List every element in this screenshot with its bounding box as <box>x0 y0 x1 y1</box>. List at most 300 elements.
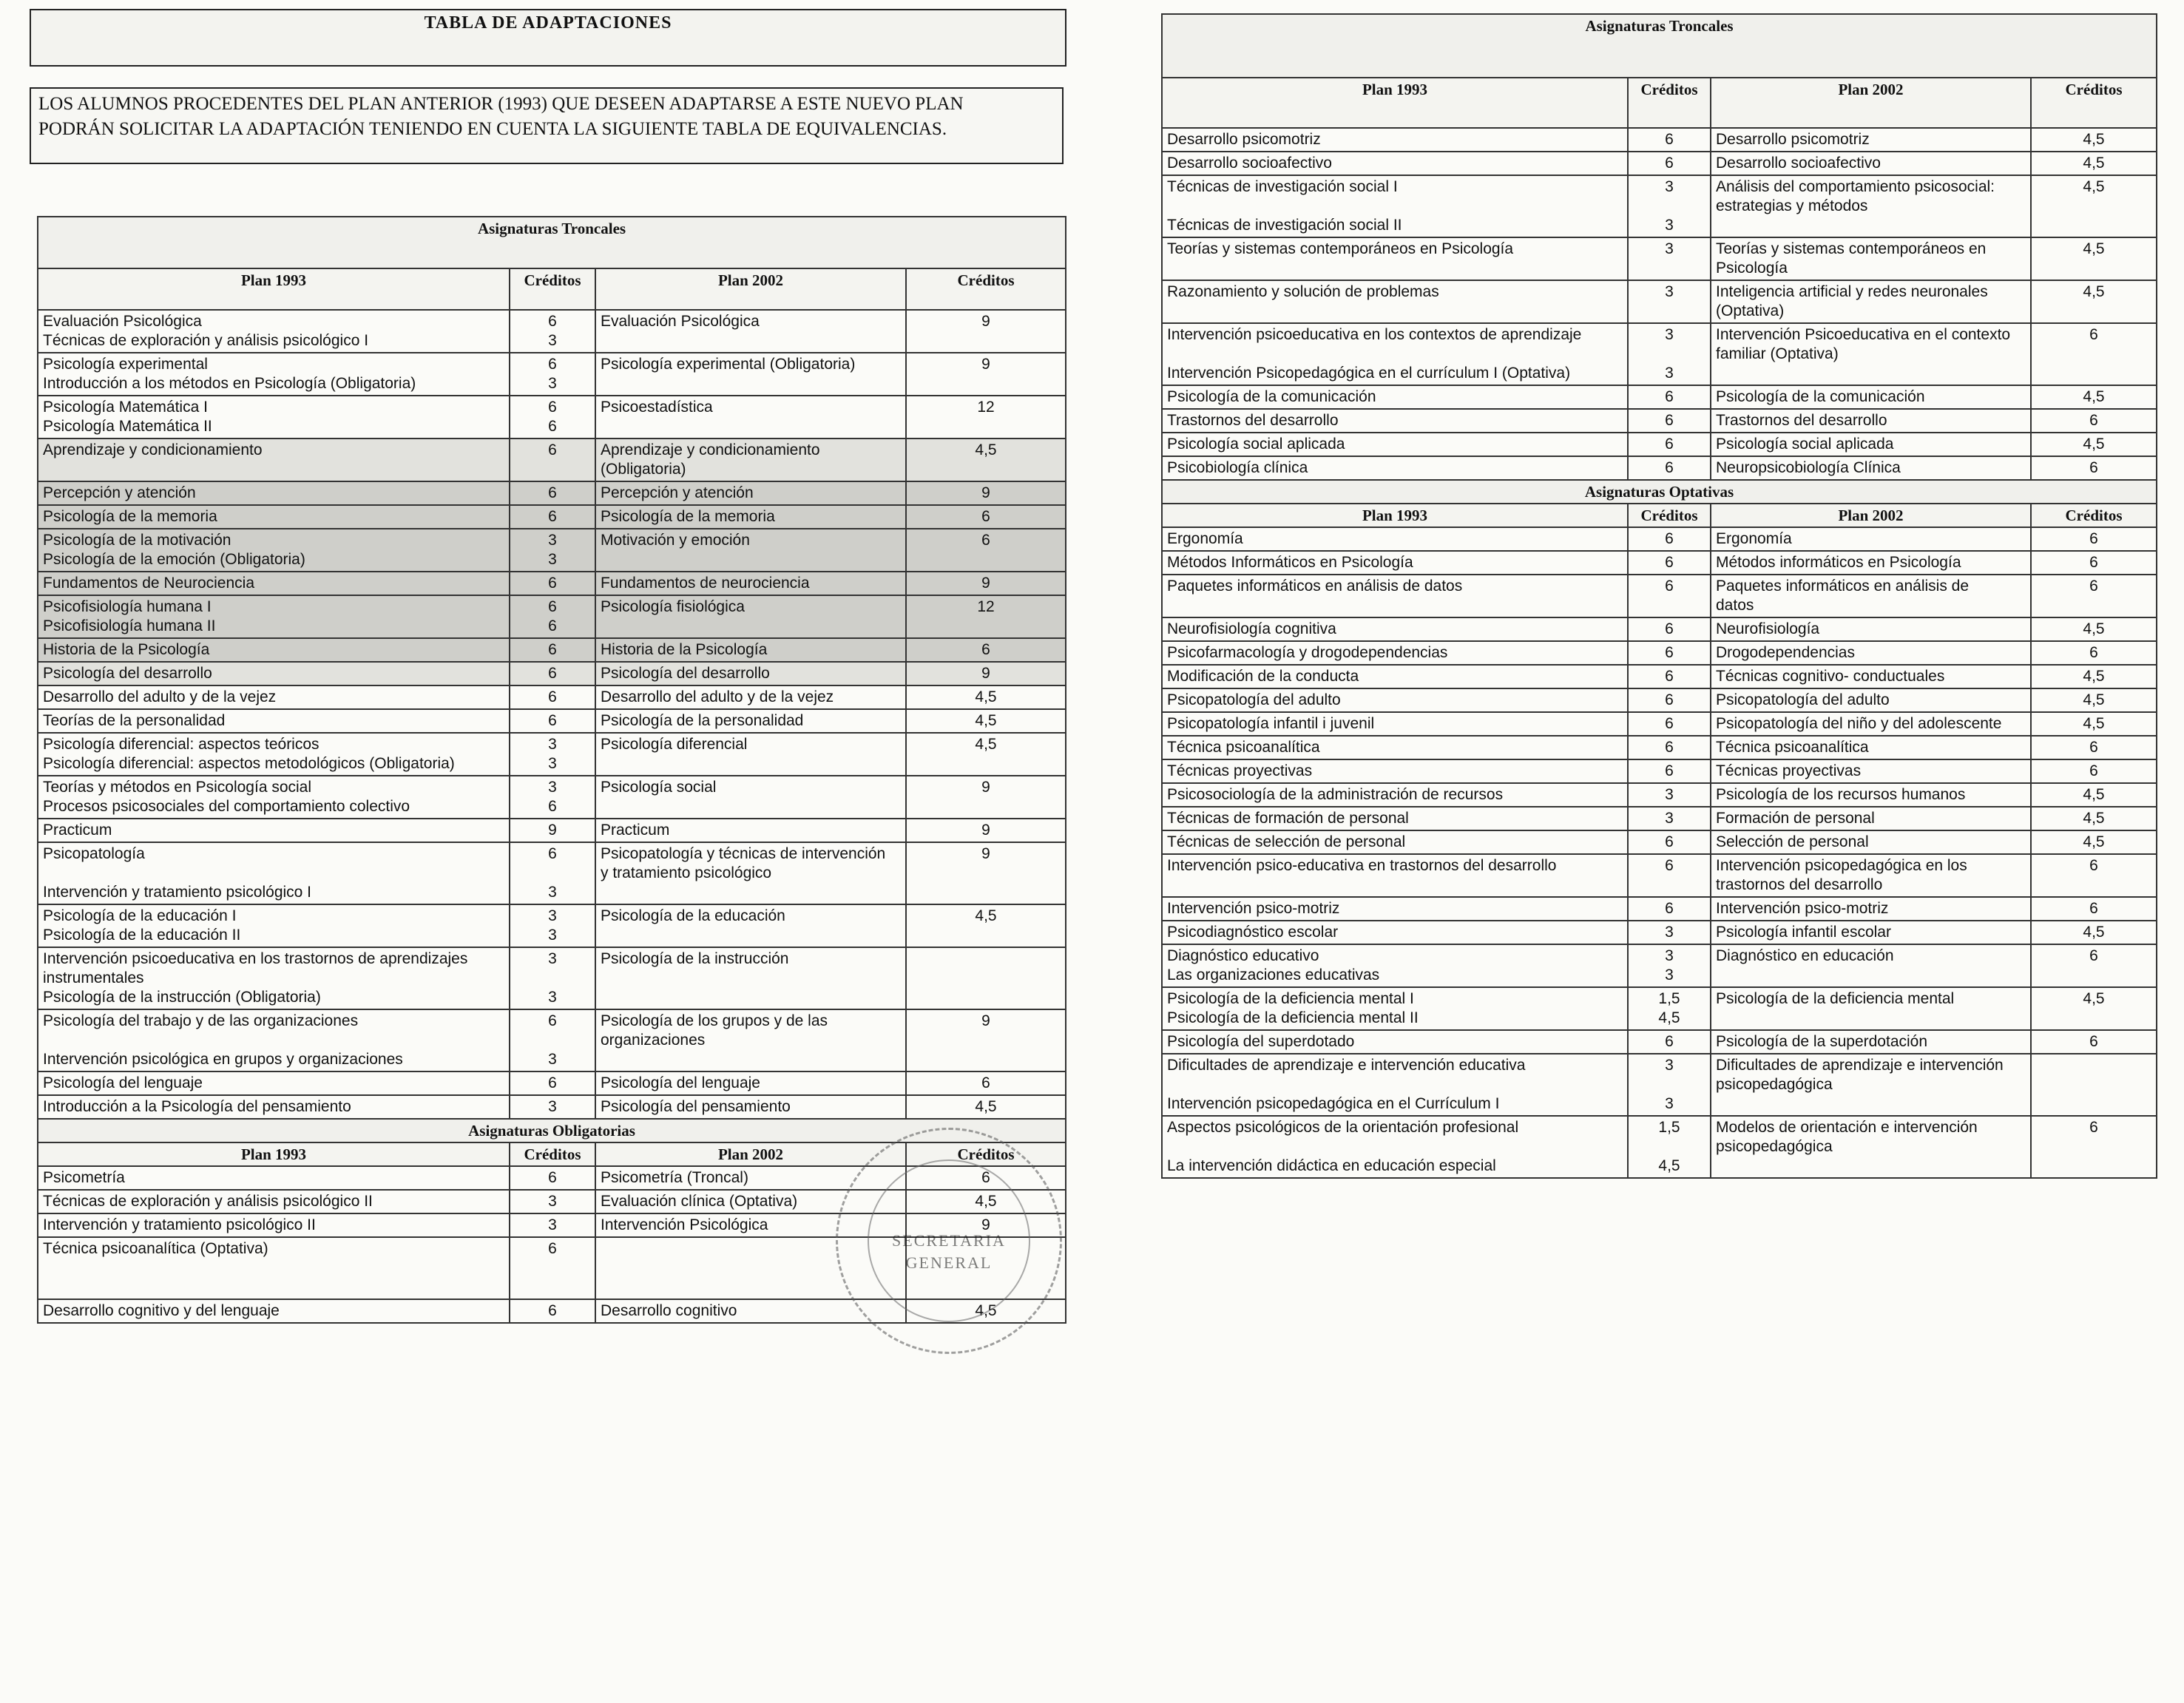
plan-2002-subject-line: Diagnóstico en educación <box>1716 947 1894 964</box>
plan-1993-credits <box>1628 433 1711 456</box>
plan-2002-subject <box>1711 617 2031 641</box>
plan-1993-subject <box>1162 807 1628 830</box>
plan-2002-credits: 4,5 <box>906 904 1066 947</box>
plan-2002-credits: 4,5 <box>906 1190 1066 1213</box>
plan-1993-subject <box>1162 409 1628 433</box>
plan-2002-subject <box>595 529 906 572</box>
plan-1993-credit-value: 3 <box>548 907 557 924</box>
plan-1993-credit-value: 3 <box>548 1098 557 1115</box>
plan-1993-subject-line: Teorías y sistemas contemporáneos en Psicología <box>1167 240 1514 257</box>
table-row <box>38 353 1066 396</box>
plan-2002-subject <box>595 505 906 529</box>
plan-1993-subject <box>1162 987 1628 1030</box>
plan-1993-subject <box>38 709 510 733</box>
plan-2002-subject-line: Modelos de orientación e intervención <box>1716 1119 1978 1136</box>
plan-2002-subject <box>1711 527 2031 551</box>
plan-2002-credits: 4,5 <box>906 709 1066 733</box>
plan-2002-subject-line: Fundamentos de neurociencia <box>601 575 810 592</box>
plan-2002-credits: 4,5 <box>906 685 1066 709</box>
plan-1993-credit-value: 3 <box>548 1216 557 1233</box>
plan-2002-subject <box>595 572 906 595</box>
plan-2002-subject <box>1711 456 2031 480</box>
plan-1993-credit-value: 6 <box>548 484 557 501</box>
plan-1993-subject <box>38 572 510 595</box>
plan-1993-subject <box>38 595 510 638</box>
plan-1993-credit-value: 6 <box>548 712 557 729</box>
stamp-line: GENERAL <box>905 1253 993 1272</box>
plan-2002-credits: 4,5 <box>2031 128 2157 152</box>
table-row <box>1162 385 2157 409</box>
plan-1993-credit-value: 3 <box>1665 1095 1674 1112</box>
plan-1993-subject-line: Modificación de la conducta <box>1167 668 1359 685</box>
plan-1993-subject-line: Evaluación Psicológica <box>43 313 202 330</box>
plan-1993-subject <box>1162 280 1628 323</box>
table-row <box>1162 175 2157 237</box>
plan-1993-subject-line: Teorías de la personalidad <box>43 712 226 729</box>
plan-2002-subject-line: Intervención psicopedagógica en los <box>1716 857 1967 874</box>
plan-2002-subject-line: Psicología social <box>601 779 717 796</box>
column-header-plan-1993: Plan 1993 <box>1162 504 1628 527</box>
plan-2002-subject <box>1711 575 2031 617</box>
plan-1993-credit-value: 6 <box>1665 715 1674 732</box>
plan-1993-subject-line: Psicopatología infantil i juvenil <box>1167 715 1375 732</box>
plan-1993-credits <box>1628 280 1711 323</box>
plan-1993-subject-line: Fundamentos de Neurociencia <box>43 575 255 592</box>
plan-2002-subject-line: (Obligatoria) <box>601 461 686 478</box>
plan-1993-credits <box>1628 409 1711 433</box>
plan-1993-credit-value: 6 <box>1665 857 1674 874</box>
plan-1993-subject-line: Psicología de la memoria <box>43 508 217 525</box>
plan-2002-credits: 4,5 <box>2031 987 2157 1030</box>
plan-2002-subject <box>595 904 906 947</box>
table-row <box>1162 237 2157 280</box>
plan-1993-subject-line: La intervención didáctica en educación especial <box>1167 1157 1496 1174</box>
plan-2002-credits: 9 <box>906 353 1066 396</box>
plan-2002-subject-line: Psicología del pensamiento <box>601 1098 791 1115</box>
plan-1993-subject-line <box>43 1259 504 1278</box>
plan-2002-subject <box>1711 1030 2031 1054</box>
plan-2002-subject <box>1711 152 2031 175</box>
plan-1993-subject <box>1162 830 1628 854</box>
plan-2002-credits: 6 <box>2031 409 2157 433</box>
plan-2002-credits: 4,5 <box>2031 617 2157 641</box>
plan-1993-subject <box>1162 1116 1628 1178</box>
plan-1993-credit-value: 6 <box>548 1240 557 1257</box>
plan-1993-subject <box>38 1071 510 1095</box>
plan-2002-subject <box>595 353 906 396</box>
table-row <box>38 819 1066 842</box>
table-row <box>1162 323 2157 385</box>
plan-2002-credits: 4,5 <box>2031 152 2157 175</box>
plan-1993-subject <box>1162 551 1628 575</box>
table-row <box>1162 641 2157 665</box>
plan-1993-credits <box>1628 736 1711 759</box>
plan-1993-credit-value: 3 <box>1665 365 1674 382</box>
plan-2002-credits: 4,5 <box>2031 280 2157 323</box>
plan-1993-subject <box>1162 944 1628 987</box>
plan-2002-subject <box>595 1009 906 1071</box>
plan-1993-credits <box>510 572 595 595</box>
plan-1993-subject-line: Psicología del trabajo y de las organizaciones <box>43 1012 359 1029</box>
plan-1993-credit-value: 6 <box>1665 155 1674 172</box>
plan-2002-subject-line: Psicología fisiológica <box>601 598 745 615</box>
plan-2002-subject-line: Desarrollo cognitivo <box>601 1302 737 1319</box>
plan-1993-credits <box>1628 323 1711 385</box>
plan-1993-credit-value: 6 <box>1665 554 1674 571</box>
plan-2002-subject <box>1711 854 2031 897</box>
plan-2002-credits: 6 <box>2031 1116 2157 1178</box>
plan-2002-subject <box>1711 987 2031 1030</box>
plan-1993-subject-line: Paquetes informáticos en análisis de datos <box>1167 578 1463 595</box>
plan-1993-subject-line: Aprendizaje y condicionamiento <box>43 441 263 458</box>
plan-1993-subject-line <box>43 1278 504 1297</box>
plan-1993-subject <box>38 505 510 529</box>
official-stamp <box>836 1128 1062 1354</box>
plan-1993-subject <box>1162 527 1628 551</box>
plan-2002-subject-line: datos <box>1716 597 1754 614</box>
plan-1993-credit-value: 6 <box>1665 739 1674 756</box>
plan-1993-subject-line: Psicología del desarrollo <box>43 665 212 682</box>
plan-2002-credits: 6 <box>906 1166 1066 1190</box>
plan-2002-subject-line: Selección de personal <box>1716 833 1869 850</box>
plan-1993-credit-value: 6 <box>548 313 557 330</box>
plan-2002-subject-line: Practicum <box>601 822 670 839</box>
plan-1993-subject-line <box>43 864 504 883</box>
plan-2002-subject-line: Psicología <box>1716 260 1788 277</box>
column-header-row <box>1162 504 2157 527</box>
table-row <box>1162 921 2157 944</box>
table-row <box>1162 759 2157 783</box>
plan-2002-subject <box>1711 688 2031 712</box>
plan-2002-subject <box>1711 641 2031 665</box>
plan-2002-credits: 9 <box>906 662 1066 685</box>
plan-2002-subject <box>1711 759 2031 783</box>
plan-1993-credits <box>1628 1116 1711 1178</box>
plan-1993-credits <box>1628 944 1711 987</box>
plan-1993-subject <box>38 1299 510 1323</box>
plan-1993-subject-line: Psicología de la instrucción (Obligatoria) <box>43 989 321 1006</box>
plan-2002-subject <box>595 1071 906 1095</box>
plan-1993-credits <box>1628 385 1711 409</box>
plan-1993-credit-value: 3 <box>548 989 557 1006</box>
plan-2002-credits: 4,5 <box>2031 665 2157 688</box>
plan-2002-credits: 6 <box>906 505 1066 529</box>
plan-1993-subject-line <box>1167 197 1623 216</box>
plan-2002-credits: 4,5 <box>906 439 1066 481</box>
plan-1993-subject-line: Practicum <box>43 822 112 839</box>
plan-1993-subject <box>38 662 510 685</box>
plan-1993-subject <box>1162 712 1628 736</box>
plan-1993-credit-value: 6 <box>548 1302 557 1319</box>
plan-1993-subject-line: Psicología del lenguaje <box>43 1074 203 1091</box>
plan-2002-subject-line: Psicología de los grupos y de las <box>601 1012 828 1029</box>
plan-1993-subject-line: Intervención psicoeducativa en los trastornos de aprendizajes <box>43 950 468 967</box>
plan-1993-subject-line: Neurofisiología cognitiva <box>1167 620 1336 637</box>
plan-1993-subject <box>38 1009 510 1071</box>
plan-1993-credits <box>510 1237 595 1299</box>
plan-1993-credit-value: 6 <box>548 1074 557 1091</box>
plan-1993-subject-line: Psicología del superdotado <box>1167 1033 1355 1050</box>
plan-1993-subject <box>38 439 510 481</box>
plan-1993-credit-value: 6 <box>548 641 557 658</box>
plan-1993-credit-value: 3 <box>1665 283 1674 300</box>
plan-1993-credit-value <box>515 1031 590 1050</box>
table-row <box>1162 280 2157 323</box>
plan-2002-subject-line: Neuropsicobiología Clínica <box>1716 459 1901 476</box>
plan-1993-credits <box>510 1166 595 1190</box>
plan-2002-subject-line: trastornos del desarrollo <box>1716 876 1883 893</box>
plan-1993-subject <box>1162 385 1628 409</box>
plan-2002-subject <box>595 733 906 776</box>
plan-2002-subject-line: Psicología de la superdotación <box>1716 1033 1928 1050</box>
plan-1993-subject-line: Historia de la Psicología <box>43 641 210 658</box>
plan-1993-credit-value: 6 <box>1665 459 1674 476</box>
column-header-creditos: Créditos <box>510 1142 595 1166</box>
plan-1993-credits <box>1628 987 1711 1030</box>
plan-1993-credit-value: 6 <box>1665 131 1674 148</box>
plan-2002-credits: 4,5 <box>2031 783 2157 807</box>
plan-1993-subject-line: Intervención psicológica en grupos y organizaciones <box>43 1051 403 1068</box>
plan-1993-credits <box>1628 807 1711 830</box>
plan-2002-subject <box>1711 175 2031 237</box>
plan-1993-credits <box>510 529 595 572</box>
plan-1993-credit-value <box>515 1259 590 1278</box>
section-title-row <box>1162 14 2157 78</box>
plan-2002-credits: 6 <box>2031 1030 2157 1054</box>
table-row <box>1162 712 2157 736</box>
plan-2002-credits: 4,5 <box>2031 807 2157 830</box>
plan-1993-subject-line: Técnicas de investigación social II <box>1167 217 1402 234</box>
plan-1993-subject-line: Psicología Matemática I <box>43 399 208 416</box>
plan-1993-subject-line: Psicosociología de la administración de recursos <box>1167 786 1504 803</box>
plan-1993-credits <box>510 439 595 481</box>
plan-1993-credits <box>510 638 595 662</box>
plan-2002-subject-line: Técnicas proyectivas <box>1716 762 1862 779</box>
plan-1993-subject-line: Psicología de la emoción (Obligatoria) <box>43 551 305 568</box>
plan-1993-subject-line <box>43 1031 504 1050</box>
plan-2002-credits: 6 <box>2031 854 2157 897</box>
table-row <box>38 904 1066 947</box>
plan-2002-subject-line: Psicología del lenguaje <box>601 1074 760 1091</box>
plan-1993-credit-value: 3 <box>548 532 557 549</box>
plan-1993-subject <box>1162 783 1628 807</box>
plan-1993-subject <box>1162 1030 1628 1054</box>
plan-2002-subject-line: Intervención Psicológica <box>601 1216 768 1233</box>
plan-2002-subject <box>595 819 906 842</box>
plan-2002-subject-line: Drogodependencias <box>1716 644 1855 661</box>
plan-2002-subject <box>1711 921 2031 944</box>
plan-1993-credit-value: 6 <box>548 598 557 615</box>
plan-2002-credits: 9 <box>906 1009 1066 1071</box>
plan-1993-credit-value: 3 <box>1665 966 1674 983</box>
table-row <box>38 481 1066 505</box>
plan-2002-subject <box>1711 323 2031 385</box>
plan-2002-credits: 6 <box>2031 759 2157 783</box>
plan-2002-subject-line: Psicología de la comunicación <box>1716 388 1925 405</box>
plan-2002-credits: 4,5 <box>906 1095 1066 1119</box>
plan-2002-subject <box>1711 712 2031 736</box>
plan-1993-subject <box>1162 575 1628 617</box>
plan-1993-credit-value: 3 <box>548 779 557 796</box>
plan-1993-credit-value: 3 <box>1665 217 1674 234</box>
plan-1993-credit-value: 6 <box>1665 388 1674 405</box>
plan-1993-credit-value: 3 <box>548 1193 557 1210</box>
column-header-row <box>1162 78 2157 128</box>
plan-2002-subject <box>1711 897 2031 921</box>
plan-1993-subject <box>1162 1054 1628 1116</box>
plan-1993-subject-line: Trastornos del desarrollo <box>1167 412 1339 429</box>
plan-1993-credit-value: 1,5 <box>1658 990 1680 1007</box>
plan-1993-subject-line: Técnica psicoanalítica <box>1167 739 1320 756</box>
plan-2002-subject-line: Motivación y emoción <box>601 532 750 549</box>
plan-1993-subject-line: Dificultades de aprendizaje e intervención educativa <box>1167 1057 1526 1074</box>
plan-2002-subject-line: Evaluación clínica (Optativa) <box>601 1193 798 1210</box>
plan-2002-subject-line: Desarrollo del adulto y de la vejez <box>601 688 834 705</box>
plan-1993-subject-line: Procesos psicosociales del comportamiento colectivo <box>43 798 410 815</box>
table-row <box>1162 1054 2157 1116</box>
plan-2002-credits: 4,5 <box>2031 433 2157 456</box>
plan-2002-subject <box>595 310 906 353</box>
plan-2002-subject-line: Percepción y atención <box>601 484 754 501</box>
plan-1993-credit-value: 6 <box>548 845 557 862</box>
plan-1993-subject-line: Intervención y tratamiento psicológico I <box>43 884 312 901</box>
plan-1993-subject-line: Introducción a la Psicología del pensamiento <box>43 1098 351 1115</box>
table-row <box>1162 527 2157 551</box>
plan-2002-subject <box>595 396 906 439</box>
table-row <box>1162 128 2157 152</box>
plan-1993-subject-line: Psicología de la educación II <box>43 927 241 944</box>
plan-1993-credit-value: 6 <box>548 798 557 815</box>
plan-1993-subject <box>38 1095 510 1119</box>
plan-1993-credits <box>1628 641 1711 665</box>
plan-1993-subject-line: Intervención y tratamiento psicológico II <box>43 1216 316 1233</box>
plan-1993-credits <box>1628 830 1711 854</box>
plan-1993-subject-line: Psicología de la deficiencia mental I <box>1167 990 1414 1007</box>
column-header-creditos: Créditos <box>1628 78 1711 128</box>
column-header-creditos: Créditos <box>906 268 1066 310</box>
plan-1993-credit-value <box>515 864 590 883</box>
plan-1993-credits <box>1628 1054 1711 1116</box>
plan-1993-subject <box>38 310 510 353</box>
plan-2002-subject-line: Psicología de la deficiencia mental <box>1716 990 1955 1007</box>
plan-1993-subject-line: Desarrollo del adulto y de la vejez <box>43 688 277 705</box>
plan-2002-credits: 4,5 <box>2031 712 2157 736</box>
plan-1993-credits <box>510 776 595 819</box>
plan-1993-credits <box>510 685 595 709</box>
plan-2002-subject-line: Psicopatología del niño y del adolescente <box>1716 715 2002 732</box>
plan-1993-subject-line: Percepción y atención <box>43 484 196 501</box>
plan-1993-credits <box>1628 456 1711 480</box>
plan-1993-subject <box>1162 665 1628 688</box>
plan-1993-subject-line: Psicología diferencial: aspectos metodológicos (Obligatoria) <box>43 755 455 772</box>
plan-2002-credits: 9 <box>906 842 1066 904</box>
plan-1993-subject-line: Las organizaciones educativas <box>1167 966 1380 983</box>
plan-1993-subject <box>1162 128 1628 152</box>
plan-1993-credits <box>510 904 595 947</box>
plan-2002-credits: 6 <box>2031 641 2157 665</box>
plan-2002-credits: 4,5 <box>906 1299 1066 1323</box>
plan-2002-credits: 6 <box>2031 527 2157 551</box>
plan-2002-subject-line: Paquetes informáticos en análisis de <box>1716 578 1970 595</box>
column-header-plan-1993: Plan 1993 <box>38 1142 510 1166</box>
plan-2002-subject <box>1711 783 2031 807</box>
plan-1993-credit-value: 3 <box>548 755 557 772</box>
stamp-line: SECRETARIA <box>892 1231 1006 1250</box>
plan-2002-subject <box>595 709 906 733</box>
plan-1993-subject <box>38 1190 510 1213</box>
plan-1993-credits <box>510 1190 595 1213</box>
plan-1993-subject-line: Técnica psicoanalítica (Optativa) <box>43 1240 268 1257</box>
plan-1993-credits <box>1628 617 1711 641</box>
plan-2002-credits <box>2031 1054 2157 1116</box>
table-row <box>1162 665 2157 688</box>
table-row <box>1162 854 2157 897</box>
plan-1993-subject <box>1162 237 1628 280</box>
plan-1993-credits <box>510 1213 595 1237</box>
plan-2002-credits: 4,5 <box>2031 688 2157 712</box>
plan-2002-subject-line: Métodos informáticos en Psicología <box>1716 554 1961 571</box>
plan-1993-credit-value: 6 <box>1665 1033 1674 1050</box>
plan-1993-credit-value <box>515 969 590 988</box>
plan-2002-subject <box>595 685 906 709</box>
plan-1993-subject-line: Psicología experimental <box>43 356 208 373</box>
plan-1993-subject-line: Introducción a los métodos en Psicología (Obligatoria) <box>43 375 416 392</box>
column-header-plan-2002: Plan 2002 <box>1711 78 2031 128</box>
plan-1993-credit-value: 3 <box>548 927 557 944</box>
plan-2002-subject <box>1711 409 2031 433</box>
table-row <box>38 505 1066 529</box>
plan-1993-subject <box>1162 433 1628 456</box>
plan-2002-subject-line: organizaciones <box>601 1032 706 1049</box>
notice-box <box>30 87 1064 164</box>
plan-2002-credits: 4,5 <box>2031 237 2157 280</box>
table-row <box>1162 783 2157 807</box>
plan-1993-subject <box>1162 688 1628 712</box>
plan-1993-credit-value <box>1633 1137 1705 1157</box>
plan-2002-subject-line: Psicología de la memoria <box>601 508 775 525</box>
plan-1993-credit-value: 9 <box>548 822 557 839</box>
table-row <box>38 439 1066 481</box>
plan-2002-subject-line: estrategias y métodos <box>1716 197 1868 214</box>
plan-1993-subject-line: Teorías y métodos en Psicología social <box>43 779 312 796</box>
plan-1993-subject-line: Razonamiento y solución de problemas <box>1167 283 1439 300</box>
plan-1993-credits <box>1628 175 1711 237</box>
plan-1993-credit-value <box>1633 197 1705 216</box>
plan-1993-subject <box>1162 456 1628 480</box>
title-box <box>30 9 1066 67</box>
plan-1993-subject <box>38 481 510 505</box>
plan-2002-subject <box>595 947 906 1009</box>
table-row <box>38 595 1066 638</box>
plan-2002-subject-line: psicopedagógica <box>1716 1076 1833 1093</box>
plan-2002-subject <box>1711 830 2031 854</box>
plan-2002-credits: 6 <box>2031 897 2157 921</box>
plan-2002-credits: 9 <box>906 481 1066 505</box>
plan-2002-credits: 6 <box>2031 575 2157 617</box>
plan-1993-subject-line: Psicología de la deficiencia mental II <box>1167 1009 1419 1026</box>
plan-1993-credit-value: 6 <box>1665 620 1674 637</box>
column-header-creditos: Créditos <box>510 268 595 310</box>
section-title: Asignaturas Obligatorias <box>38 1119 1066 1142</box>
table-row <box>38 310 1066 353</box>
section-title-row <box>38 217 1066 268</box>
section-title: Asignaturas Optativas <box>1162 480 2157 504</box>
column-header-plan-2002: Plan 2002 <box>595 268 906 310</box>
plan-1993-subject-line: Psicodiagnóstico escolar <box>1167 924 1339 941</box>
plan-2002-subject-line: (Optativa) <box>1716 302 1785 319</box>
plan-1993-credit-value: 6 <box>1665 644 1674 661</box>
plan-2002-subject-line: Teorías y sistemas contemporáneos en <box>1716 240 1987 257</box>
